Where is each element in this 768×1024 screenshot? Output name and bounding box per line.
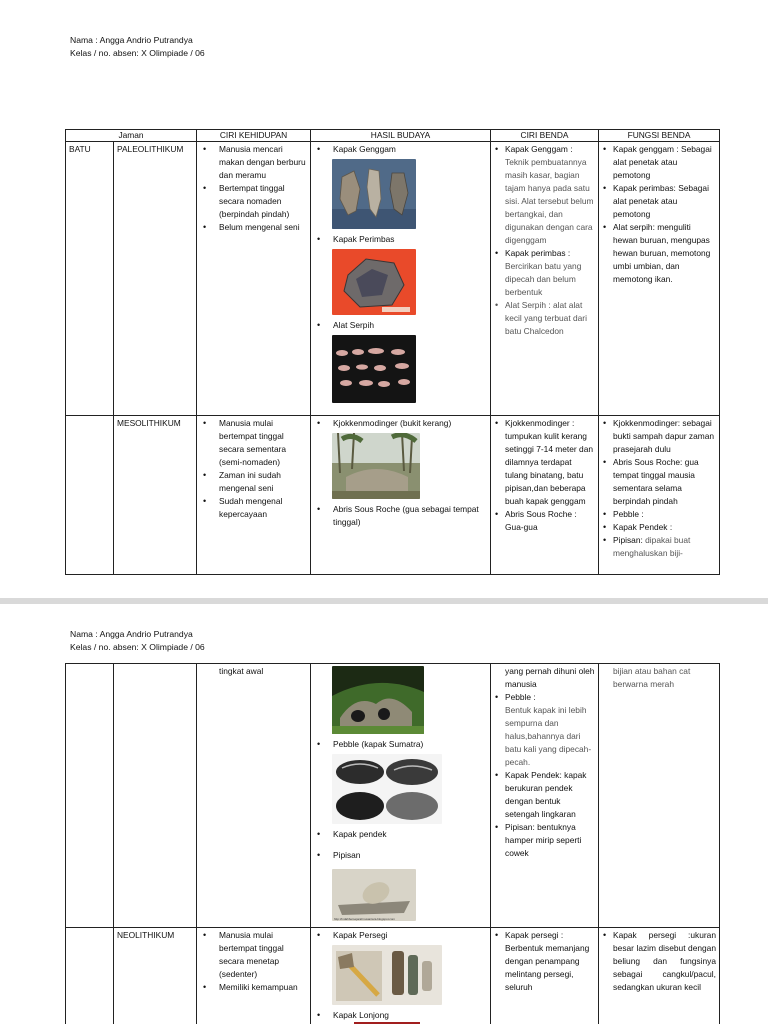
list-item: • Kapak Lonjong <box>333 1009 487 1022</box>
group-cell-empty <box>66 928 114 1024</box>
list-item: • Kapak persegi :ukuran besar lazim disebut dengan beliung dan fungsinya sebagai cangkul/pacul, sedangkan ukuran kecil <box>613 929 716 994</box>
row-mesolithikum <box>66 416 720 575</box>
list-item: tingkat awal <box>219 666 264 676</box>
hasil-budaya-cell <box>311 142 491 416</box>
list-item: • Pebble (kapak Sumatra) <box>333 738 487 751</box>
col-header-hasil-budaya: HASIL BUDAYA <box>311 130 491 142</box>
row-neolithikum <box>66 928 720 1024</box>
list-item: • Manusia mencari makan dengan berburu dan meramu <box>219 143 307 182</box>
fungsi-continued-text: bijian atau bahan cat berwarna merah <box>613 666 691 689</box>
pebble-image <box>332 754 442 824</box>
list-item: • Pipisan <box>333 849 487 862</box>
item-desc: Bentuk kapak ini lebih sempurna dan halus,bahannya dari batu kali yang dipecah-pecah. <box>505 705 592 767</box>
col-header-jaman: Jaman <box>66 130 197 142</box>
list-item: • Zaman ini sudah mengenal seni <box>219 469 307 495</box>
list-item: • Kapak Pendek : <box>613 521 716 534</box>
list-item: • Alat Serpih <box>333 319 487 332</box>
hasil-budaya-cell <box>311 928 491 1024</box>
list-item: • Kapak Pendek: kapak berukuran pendek dengan bentuk setengah lingkaran <box>505 769 595 821</box>
list-item: • Kjokkenmodinger: sebagai bukti sampah dapur zaman prasejarah dulu <box>613 417 716 456</box>
kjokkenmodinger-image <box>332 433 420 499</box>
row-mesolithikum-continued <box>66 664 720 928</box>
ciri-benda-cell <box>491 142 599 416</box>
list-item: • Alat Serpih : alat alat kecil yang terbuat dari batu Chalcedon <box>505 299 595 338</box>
group-cell-empty <box>66 664 114 928</box>
list-item: • Abris Sous Roche (gua sebagai tempat tinggal) <box>333 503 487 529</box>
pipisan-photo-caption: http://indahbersejarahnusantara.blogspot.com <box>334 917 396 921</box>
document-header <box>70 628 205 654</box>
list-item: • Sudah mengenal kepercayaan <box>219 495 307 521</box>
kapak-perimbas-image <box>332 249 416 315</box>
list-item: • Memiliki kemampuan <box>219 981 307 994</box>
kapak-persegi-image <box>332 945 442 1005</box>
list-item: • Kapak pendek <box>333 828 487 841</box>
list-item <box>505 691 595 769</box>
group-cell-empty <box>66 416 114 575</box>
history-table-continued <box>65 663 720 1024</box>
row-paleolithikum <box>66 142 720 416</box>
student-class: Kelas / no. absen: X Olimpiade / 06 <box>70 642 205 652</box>
list-item: • Kjokkenmodinger : tumpukan kulit kerang setinggi 7-14 meter dan dilamnya terdapat tulang binatang, batu pipisan,dan beberapa buah kapak genggam <box>505 417 595 508</box>
ciri-kehidupan-cell <box>197 664 311 928</box>
list-item: • Kapak Genggam <box>333 143 487 156</box>
list-item: • Belum mengenal seni <box>219 221 307 234</box>
ciri-kehidupan-cell <box>197 142 311 416</box>
item-title: Pebble : <box>505 692 536 702</box>
abris-sous-roche-image <box>332 666 424 734</box>
fungsi-benda-cell <box>599 416 720 575</box>
item-title: Kapak perimbas : <box>505 248 571 258</box>
list-item: • Alat serpih: menguliti hewan buruan, mengupas hewan buruan, memotong umbi umbian, dan memotong ikan. <box>613 221 716 286</box>
item-desc: Teknik pembuatannya masih kasar, bagian tajam hanya pada satu sisi. Alat tersebut belum bertangkai, dan digunakan dengan cara digenggam <box>505 157 594 245</box>
list-item: • Manusia mulai bertempat tinggal secara menetap (sedenter) <box>219 929 307 981</box>
kapak-genggam-image <box>332 159 416 229</box>
list-item: • Bertempat tinggal secara nomaden (berpindah pindah) <box>219 182 307 221</box>
list-item: • Kapak Perimbas <box>333 233 487 246</box>
col-header-ciri-benda: CIRI BENDA <box>491 130 599 142</box>
student-name: Nama : Angga Andrio Putrandya <box>70 35 193 45</box>
list-item: • Kapak perimbas: Sebagai alat penetak atau pemotong <box>613 182 716 221</box>
list-item: • Abris Sous Roche: gua tempat tinggal mausia sementara selama berpindah pindah <box>613 456 716 508</box>
list-item: • Kapak Persegi <box>333 929 487 942</box>
list-item <box>505 247 595 299</box>
list-item <box>613 534 716 560</box>
col-header-fungsi-benda: FUNGSI BENDA <box>599 130 720 142</box>
hasil-budaya-cell <box>311 416 491 575</box>
era-mesolithikum: MESOLITHIKUM <box>114 416 197 575</box>
document-header <box>70 34 205 60</box>
list-item: • Kjokkenmodinger (bukit kerang) <box>333 417 487 430</box>
list-item: • Manusia mulai bertempat tinggal secara sementara (semi-nomaden) <box>219 417 307 469</box>
list-item: • Abris Sous Roche : Gua-gua <box>505 508 595 534</box>
item-title: Pipisan: <box>613 535 643 545</box>
item-title: Kapak Genggam : <box>505 144 573 154</box>
group-label: BATU <box>66 142 114 416</box>
pipisan-image <box>332 869 416 921</box>
history-table <box>65 129 720 575</box>
ciri-benda-cell <box>491 928 599 1024</box>
list-item <box>505 143 595 247</box>
era-neolithikum: NEOLITHIKUM <box>114 928 197 1024</box>
fungsi-benda-cell <box>599 142 720 416</box>
list-item: yang pernah dihuni oleh manusia <box>505 666 595 689</box>
table-header-row <box>66 130 720 142</box>
student-name: Nama : Angga Andrio Putrandya <box>70 629 193 639</box>
era-cell-empty <box>114 664 197 928</box>
fungsi-benda-cell <box>599 664 720 928</box>
list-item: • Kapak genggam : Sebagai alat penetak atau pemotong <box>613 143 716 182</box>
ciri-kehidupan-cell <box>197 928 311 1024</box>
ciri-kehidupan-cell <box>197 416 311 575</box>
ciri-benda-cell <box>491 416 599 575</box>
list-item: • Pipisan: bentuknya hamper mirip seperti cowek <box>505 821 595 860</box>
fungsi-benda-cell <box>599 928 720 1024</box>
col-header-ciri-kehidupan: CIRI KEHIDUPAN <box>197 130 311 142</box>
list-item: • Kapak persegi : Berbentuk memanjang dengan penampang melintang persegi, seluruh <box>505 929 595 994</box>
list-item: • Pebble : <box>613 508 716 521</box>
ciri-benda-cell <box>491 664 599 928</box>
item-desc: dipakai buat menghaluskan biji- <box>613 535 691 558</box>
era-paleolithikum: PALEOLITHIKUM <box>114 142 197 416</box>
page-2 <box>0 604 768 1024</box>
alat-serpih-image <box>332 335 416 403</box>
item-desc: Bercirikan batu yang dipecah dan belum berbentuk <box>505 261 582 297</box>
student-class: Kelas / no. absen: X Olimpiade / 06 <box>70 48 205 58</box>
hasil-budaya-cell <box>311 664 491 928</box>
